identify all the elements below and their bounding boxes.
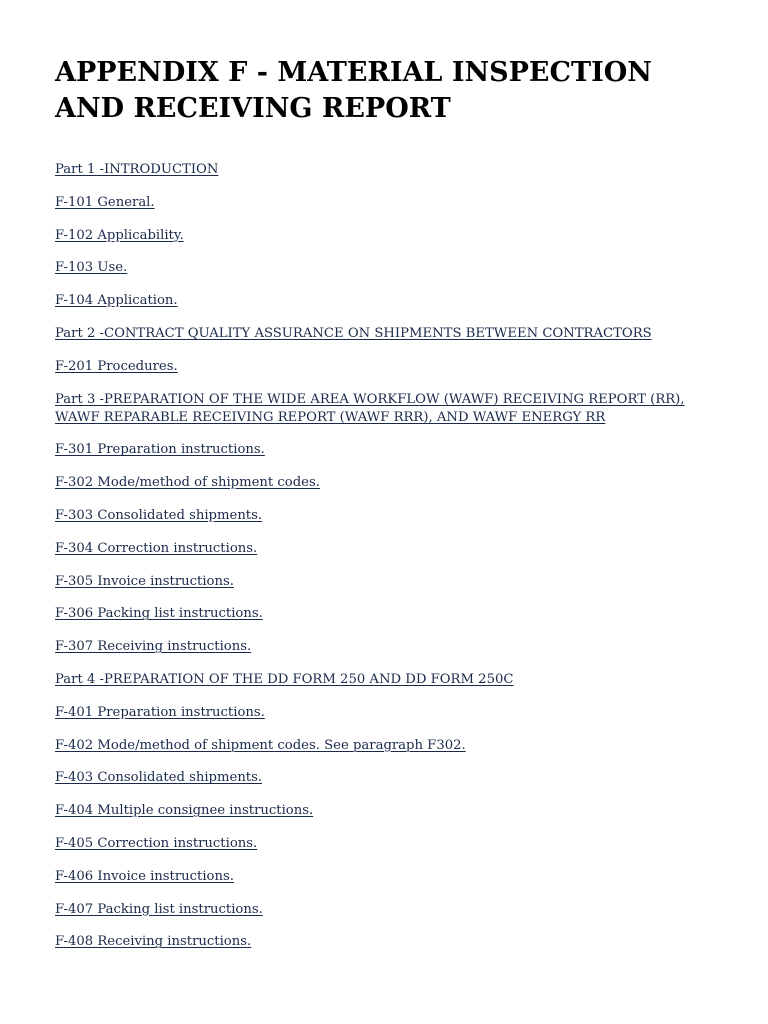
toc-link-part-2[interactable]: Part 2 -CONTRACT QUALITY ASSURANCE ON SHIPMENTS BETWEEN CONTRACTORS [55,325,652,341]
toc-item [55,802,715,820]
toc-link-f-304[interactable]: F-304 Correction instructions. [55,540,258,556]
toc-item [55,868,715,886]
toc-link-f-303[interactable]: F-303 Consolidated shipments. [55,507,263,523]
toc-link-f-307[interactable]: F-307 Receiving instructions. [55,639,252,655]
toc-item [55,391,715,427]
table-of-contents [55,161,715,951]
toc-item [55,573,715,591]
toc-link-f-101[interactable]: F-101 General. [55,194,155,210]
toc-item [55,325,715,343]
toc-link-f-407[interactable]: F-407 Packing list instructions. [55,901,263,917]
toc-link-f-404[interactable]: F-404 Multiple consignee instructions. [55,803,314,819]
toc-link-f-306[interactable]: F-306 Packing list instructions. [55,606,263,622]
toc-link-f-402[interactable]: F-402 Mode/method of shipment codes. See paragraph F302. [55,737,466,753]
toc-link-f-104[interactable]: F-104 Application. [55,293,178,309]
toc-link-f-102[interactable]: F-102 Applicability. [55,227,184,243]
toc-item [55,507,715,525]
toc-link-f-403[interactable]: F-403 Consolidated shipments. [55,770,263,786]
toc-item [55,161,715,179]
toc-item [55,901,715,919]
toc-item [55,441,715,459]
toc-item [55,769,715,787]
toc-item [55,194,715,212]
toc-link-f-103[interactable]: F-103 Use. [55,260,128,276]
toc-link-part-3[interactable]: Part 3 -PREPARATION OF THE WIDE AREA WORKFLOW (WAWF) RECEIVING REPORT (RR), WAWF REPARABLE RECEIVING REPORT (WAWF RRR), AND WAWF ENERGY RR [55,391,685,425]
toc-link-f-405[interactable]: F-405 Correction instructions. [55,835,258,851]
toc-link-f-302[interactable]: F-302 Mode/method of shipment codes. [55,475,320,491]
toc-link-part-4[interactable]: Part 4 -PREPARATION OF THE DD FORM 250 AND DD FORM 250C [55,671,514,687]
toc-item [55,540,715,558]
toc-item [55,358,715,376]
toc-item [55,227,715,245]
page-title: APPENDIX F - MATERIAL INSPECTION AND RECEIVING REPORT [55,57,652,124]
toc-item [55,605,715,623]
toc-link-f-401[interactable]: F-401 Preparation instructions. [55,704,265,720]
toc-link-f-305[interactable]: F-305 Invoice instructions. [55,573,234,589]
toc-item [55,933,715,951]
toc-link-f-301[interactable]: F-301 Preparation instructions. [55,442,265,458]
toc-item [55,835,715,853]
toc-item [55,474,715,492]
toc-item [55,704,715,722]
toc-item [55,737,715,755]
toc-item [55,292,715,310]
toc-link-part-1[interactable]: Part 1 -INTRODUCTION [55,162,219,177]
toc-item [55,638,715,656]
toc-item [55,259,715,277]
document-page [55,0,715,966]
toc-link-f-408[interactable]: F-408 Receiving instructions. [55,934,252,950]
toc-link-f-201[interactable]: F-201 Procedures. [55,358,178,374]
toc-link-f-406[interactable]: F-406 Invoice instructions. [55,868,234,884]
toc-item [55,671,715,689]
